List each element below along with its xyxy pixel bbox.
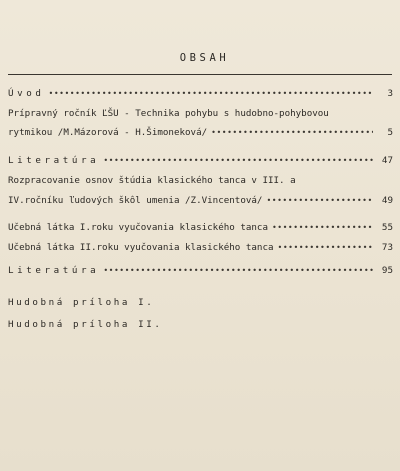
title-divider (8, 74, 392, 75)
toc-page-number: 49 (381, 195, 393, 206)
toc-page-number: 3 (387, 88, 393, 99)
toc-entry-title-line1: Prípravný ročník ĽŠU - Technika pohybu s hudobno-pohybovou (8, 108, 329, 119)
toc-entry-title-line2: IV.ročníku ľudových škôl umenia /Z.Vincentová/ (8, 195, 263, 206)
dot-leader (266, 196, 373, 205)
toc-entry-literatura-2 (8, 265, 393, 276)
page-title: OBSAH (179, 52, 230, 64)
toc-page-number: 47 (381, 155, 393, 166)
dot-leader (103, 266, 373, 275)
toc-entry-uvod (8, 88, 393, 99)
toc-page-number: 73 (381, 242, 393, 253)
toc-entry-rozpracovanie (8, 195, 393, 206)
dot-leader (211, 128, 373, 137)
toc-entry-ucebna-latka-1 (8, 222, 393, 233)
appendix-item-1: Hudobná príloha I. (8, 297, 155, 308)
toc-entry-title: Literatúra (8, 155, 100, 166)
toc-entry-title: Úvod (8, 88, 45, 99)
toc-entry-title-line2: rytmikou /M.Mázorová - H.Šimoneková/ (8, 127, 208, 138)
dot-leader (103, 156, 373, 165)
toc-entry-title: Učebná látka I.roku vyučovania klasického tanca (8, 222, 268, 233)
dot-leader (278, 243, 373, 252)
dot-leader (272, 223, 373, 232)
toc-page-number: 5 (387, 127, 393, 138)
toc-entry-ucebna-latka-2 (8, 242, 393, 253)
toc-entry-literatura-1 (8, 155, 393, 166)
toc-page-number: 95 (381, 265, 393, 276)
toc-page-number: 55 (381, 222, 393, 233)
appendix-item-2: Hudobná príloha II. (8, 319, 163, 330)
toc-entry-title: Učebná látka II.roku vyučovania klasického tanca (8, 242, 274, 253)
toc-entry-pripravny (8, 127, 393, 138)
dot-leader (49, 89, 373, 98)
toc-entry-title: Literatúra (8, 265, 100, 276)
toc-entry-title-line1: Rozpracovanie osnov štúdia klasického tanca v III. a (8, 175, 296, 186)
